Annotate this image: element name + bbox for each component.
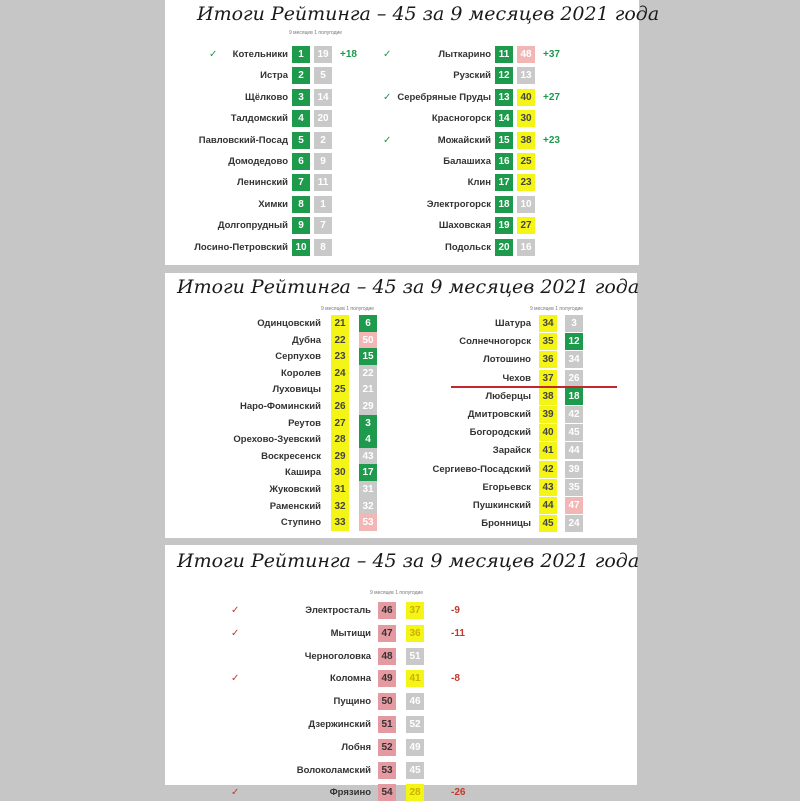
rank-half-year: 41 — [406, 670, 424, 687]
rank-9-months: 50 — [378, 693, 396, 710]
rank-9-months: 17 — [495, 174, 513, 191]
table-row — [165, 479, 637, 496]
district-name: Королев — [280, 367, 321, 379]
checkmark-icon: ✓ — [383, 91, 392, 103]
district-name: Бронницы — [481, 518, 531, 530]
district-name: Рузский — [453, 70, 491, 82]
rank-9-months: 10 — [292, 239, 310, 256]
rank-9-months: 49 — [378, 670, 396, 687]
rating-panel-bottom — [165, 545, 640, 799]
rank-half-year: 46 — [406, 693, 424, 710]
rank-9-months: 42 — [539, 461, 557, 478]
rank-half-year: 6 — [359, 315, 377, 332]
district-name: Павловский-Посад — [198, 134, 288, 146]
rank-9-months: 1 — [292, 46, 310, 63]
table-row — [165, 602, 637, 619]
district-name: Одинцовский — [257, 318, 321, 329]
rank-half-year: 23 — [517, 174, 535, 191]
rank-half-year: 26 — [565, 370, 583, 387]
rank-half-year: 48 — [517, 46, 535, 63]
table-row — [165, 406, 637, 423]
rank-half-year: 34 — [565, 351, 583, 368]
rank-half-year: 19 — [314, 46, 332, 63]
district-name: Чехов — [502, 372, 531, 384]
table-row — [165, 89, 639, 106]
table-row — [165, 153, 639, 170]
table-row — [165, 351, 637, 368]
rank-9-months: 45 — [539, 515, 557, 532]
rank-half-year: 31 — [359, 481, 377, 498]
district-name: Луховицы — [272, 384, 321, 396]
district-name: Лотошино — [483, 354, 531, 366]
district-name: Долгопрудный — [217, 220, 288, 232]
district-name: Кашира — [284, 467, 321, 479]
table-row — [165, 217, 639, 234]
rank-half-year: 52 — [406, 716, 424, 733]
rank-half-year: 36 — [406, 625, 424, 642]
table-row — [165, 515, 637, 532]
rank-half-year: 10 — [517, 196, 535, 213]
district-name: Домодедово — [228, 156, 288, 167]
rank-half-year: 42 — [565, 406, 583, 423]
rank-9-months: 25 — [331, 381, 349, 398]
rank-half-year: 25 — [517, 153, 535, 170]
district-name: Коломна — [329, 673, 371, 685]
rank-9-months: 53 — [378, 762, 396, 779]
rank-9-months: 20 — [495, 239, 513, 256]
checkmark-icon: ✓ — [383, 134, 392, 146]
table-row — [165, 625, 637, 642]
rank-9-months: 11 — [495, 46, 513, 63]
district-name: Истра — [260, 70, 288, 82]
rank-half-year: 20 — [314, 110, 332, 127]
rank-change: +18 — [340, 49, 357, 60]
rank-9-months: 22 — [331, 332, 349, 349]
rank-half-year: 13 — [517, 67, 535, 84]
rank-half-year: 22 — [359, 365, 377, 382]
rank-half-year: 30 — [517, 110, 535, 127]
rank-9-months: 16 — [495, 153, 513, 170]
rank-9-months: 30 — [331, 464, 349, 481]
district-name: Мытищи — [330, 627, 371, 639]
rank-9-months: 27 — [331, 415, 349, 432]
rank-9-months: 33 — [331, 514, 349, 531]
district-name: Можайский — [437, 134, 491, 146]
rank-9-months: 32 — [331, 498, 349, 515]
rank-change: +23 — [543, 134, 560, 146]
rank-change: -9 — [451, 605, 460, 616]
district-name: Волоколамский — [296, 764, 371, 776]
rank-9-months: 5 — [292, 132, 310, 149]
district-name: Люберцы — [485, 390, 531, 402]
district-name: Электросталь — [305, 605, 371, 616]
rank-9-months: 44 — [539, 497, 557, 514]
rank-9-months: 52 — [378, 739, 396, 756]
district-name: Орехово-Зуевский — [233, 434, 321, 446]
rank-9-months: 51 — [378, 716, 396, 733]
rank-9-months: 39 — [539, 406, 557, 423]
table-row — [165, 239, 639, 256]
rank-9-months: 14 — [495, 110, 513, 127]
rank-9-months: 47 — [378, 625, 396, 642]
rank-9-months: 18 — [495, 196, 513, 213]
rank-half-year: 45 — [406, 762, 424, 779]
table-row — [165, 693, 637, 710]
rank-half-year: 9 — [314, 153, 332, 170]
rank-half-year: 38 — [517, 132, 535, 149]
rank-change: -26 — [451, 787, 466, 799]
rank-half-year: 49 — [406, 739, 424, 756]
rank-half-year: 50 — [359, 332, 377, 349]
rank-9-months: 43 — [539, 479, 557, 496]
table-row — [165, 648, 637, 665]
district-name: Лосино-Петровский — [194, 241, 288, 253]
checkmark-icon: ✓ — [231, 673, 240, 685]
rank-half-year: 8 — [314, 239, 332, 256]
checkmark-icon: ✓ — [231, 787, 240, 799]
rank-half-year: 40 — [517, 89, 535, 106]
table-row — [165, 424, 637, 441]
rank-half-year: 27 — [517, 217, 535, 234]
rank-9-months: 24 — [331, 365, 349, 382]
rank-half-year: 35 — [565, 479, 583, 496]
rank-half-year: 15 — [359, 348, 377, 365]
district-name: Черноголовка — [304, 650, 371, 662]
rank-half-year: 43 — [359, 448, 377, 465]
rank-half-year: 17 — [359, 464, 377, 481]
district-name: Серпухов — [275, 351, 321, 363]
table-row — [165, 461, 637, 478]
district-name: Пущино — [333, 696, 371, 708]
table-row — [165, 46, 639, 63]
district-name: Ступино — [280, 517, 321, 529]
rank-9-months: 26 — [331, 398, 349, 415]
district-name: Ленинский — [237, 177, 288, 189]
rank-9-months: 12 — [495, 67, 513, 84]
rank-half-year: 3 — [359, 415, 377, 432]
district-name: Богородский — [469, 427, 531, 439]
rank-9-months: 40 — [539, 424, 557, 441]
district-name: Лобня — [341, 741, 371, 753]
rank-9-months: 8 — [292, 196, 310, 213]
district-name: Балашиха — [443, 156, 491, 167]
rank-9-months: 21 — [331, 315, 349, 332]
district-name: Реутов — [288, 417, 321, 429]
rank-9-months: 36 — [539, 351, 557, 368]
column-header-right: 9 месяцев 1 полугодие — [530, 306, 584, 312]
panel-title: Итоги Рейтинга – 45 за 9 месяцев 2021 года — [197, 3, 660, 25]
table-row — [165, 762, 637, 779]
table-row — [165, 388, 637, 405]
table-row — [165, 196, 639, 213]
district-name: Зарайск — [492, 445, 531, 457]
rank-half-year: 51 — [406, 648, 424, 665]
table-row — [165, 670, 637, 687]
table-row — [165, 132, 639, 149]
district-name: Жуковский — [269, 484, 321, 495]
rank-half-year: 5 — [314, 67, 332, 84]
district-name: Наро-Фоминский — [239, 401, 321, 412]
rank-half-year: 1 — [314, 196, 332, 213]
district-name: Фрязино — [329, 787, 371, 799]
rank-change: -8 — [451, 673, 460, 685]
table-row — [165, 315, 637, 332]
rank-9-months: 13 — [495, 89, 513, 106]
rank-9-months: 6 — [292, 153, 310, 170]
rank-9-months: 48 — [378, 648, 396, 665]
rank-half-year: 45 — [565, 424, 583, 441]
table-row — [165, 174, 639, 191]
rank-change: +37 — [543, 49, 560, 60]
rank-9-months: 15 — [495, 132, 513, 149]
rank-9-months: 2 — [292, 67, 310, 84]
checkmark-icon: ✓ — [383, 49, 392, 60]
rank-9-months: 46 — [378, 602, 396, 619]
rank-half-year: 29 — [359, 398, 377, 415]
district-name: Химки — [258, 198, 288, 210]
rank-9-months: 9 — [292, 217, 310, 234]
rank-half-year: 12 — [565, 333, 583, 350]
rank-9-months: 4 — [292, 110, 310, 127]
rank-9-months: 54 — [378, 784, 396, 801]
rank-9-months: 35 — [539, 333, 557, 350]
rank-half-year: 44 — [565, 442, 583, 459]
district-name: Дзержинский — [308, 719, 371, 730]
rank-half-year: 3 — [565, 315, 583, 332]
district-name: Дмитровский — [467, 409, 531, 420]
rank-half-year: 21 — [359, 381, 377, 398]
district-name: Серебряные Пруды — [397, 91, 491, 103]
rank-9-months: 31 — [331, 481, 349, 498]
column-header: 9 месяцев 1 полугодие — [370, 590, 424, 596]
rank-half-year: 14 — [314, 89, 332, 106]
rank-9-months: 23 — [331, 348, 349, 365]
table-row — [165, 784, 637, 801]
rank-half-year: 18 — [565, 388, 583, 405]
district-name: Электрогорск — [426, 198, 491, 210]
table-row — [165, 442, 637, 459]
district-name: Воскресенск — [261, 450, 321, 462]
district-name: Талдомский — [230, 113, 288, 125]
column-header-left: 9 месяцев 1 полугодие — [321, 306, 375, 312]
district-name: Сергиево-Посадский — [432, 463, 531, 475]
rank-9-months: 41 — [539, 442, 557, 459]
district-name: Красногорск — [431, 113, 491, 125]
rank-half-year: 4 — [359, 431, 377, 448]
column-header: 9 месяцев 1 полугодие — [289, 30, 343, 36]
rank-9-months: 29 — [331, 448, 349, 465]
rank-half-year: 47 — [565, 497, 583, 514]
rank-half-year: 37 — [406, 602, 424, 619]
rank-change: -11 — [451, 627, 465, 639]
rank-9-months: 37 — [539, 370, 557, 387]
rank-half-year: 11 — [314, 174, 332, 191]
district-name: Егорьевск — [482, 481, 531, 493]
rank-half-year: 24 — [565, 515, 583, 532]
district-name: Пушкинский — [472, 500, 531, 511]
rank-half-year: 7 — [314, 217, 332, 234]
table-row — [165, 333, 637, 350]
district-name: Солнечногорск — [459, 336, 531, 348]
district-name: Лыткарино — [438, 49, 491, 60]
rank-half-year: 2 — [314, 132, 332, 149]
table-row — [165, 739, 637, 756]
district-name: Клин — [467, 177, 491, 189]
table-row — [165, 67, 639, 84]
district-name: Подольск — [444, 241, 491, 253]
rank-9-months: 38 — [539, 388, 557, 405]
district-name: Дубна — [291, 334, 321, 346]
checkmark-icon: ✓ — [209, 49, 218, 60]
district-name: Шаховская — [438, 220, 491, 232]
table-row — [165, 370, 637, 387]
rank-9-months: 3 — [292, 89, 310, 106]
table-row — [165, 110, 639, 127]
district-name: Щёлково — [245, 91, 288, 103]
rank-half-year: 53 — [359, 514, 377, 531]
table-row — [165, 716, 637, 733]
checkmark-icon: ✓ — [231, 605, 240, 616]
rating-panel-top — [165, 0, 660, 265]
rank-9-months: 19 — [495, 217, 513, 234]
panel-title: Итоги Рейтинга – 45 за 9 месяцев 2021 года — [177, 276, 640, 298]
table-row — [165, 497, 637, 514]
district-name: Раменский — [269, 500, 321, 512]
rank-half-year: 16 — [517, 239, 535, 256]
district-name: Котельники — [232, 49, 288, 60]
district-name: Шатура — [495, 318, 531, 329]
checkmark-icon: ✓ — [231, 627, 240, 639]
rank-half-year: 28 — [406, 784, 424, 801]
rank-9-months: 28 — [331, 431, 349, 448]
panel-title: Итоги Рейтинга – 45 за 9 месяцев 2021 года — [177, 550, 640, 572]
rank-half-year: 32 — [359, 498, 377, 515]
rating-panel-middle — [165, 273, 640, 538]
rank-change: +27 — [543, 91, 560, 103]
rank-9-months: 34 — [539, 315, 557, 332]
rank-9-months: 7 — [292, 174, 310, 191]
rank-half-year: 39 — [565, 461, 583, 478]
